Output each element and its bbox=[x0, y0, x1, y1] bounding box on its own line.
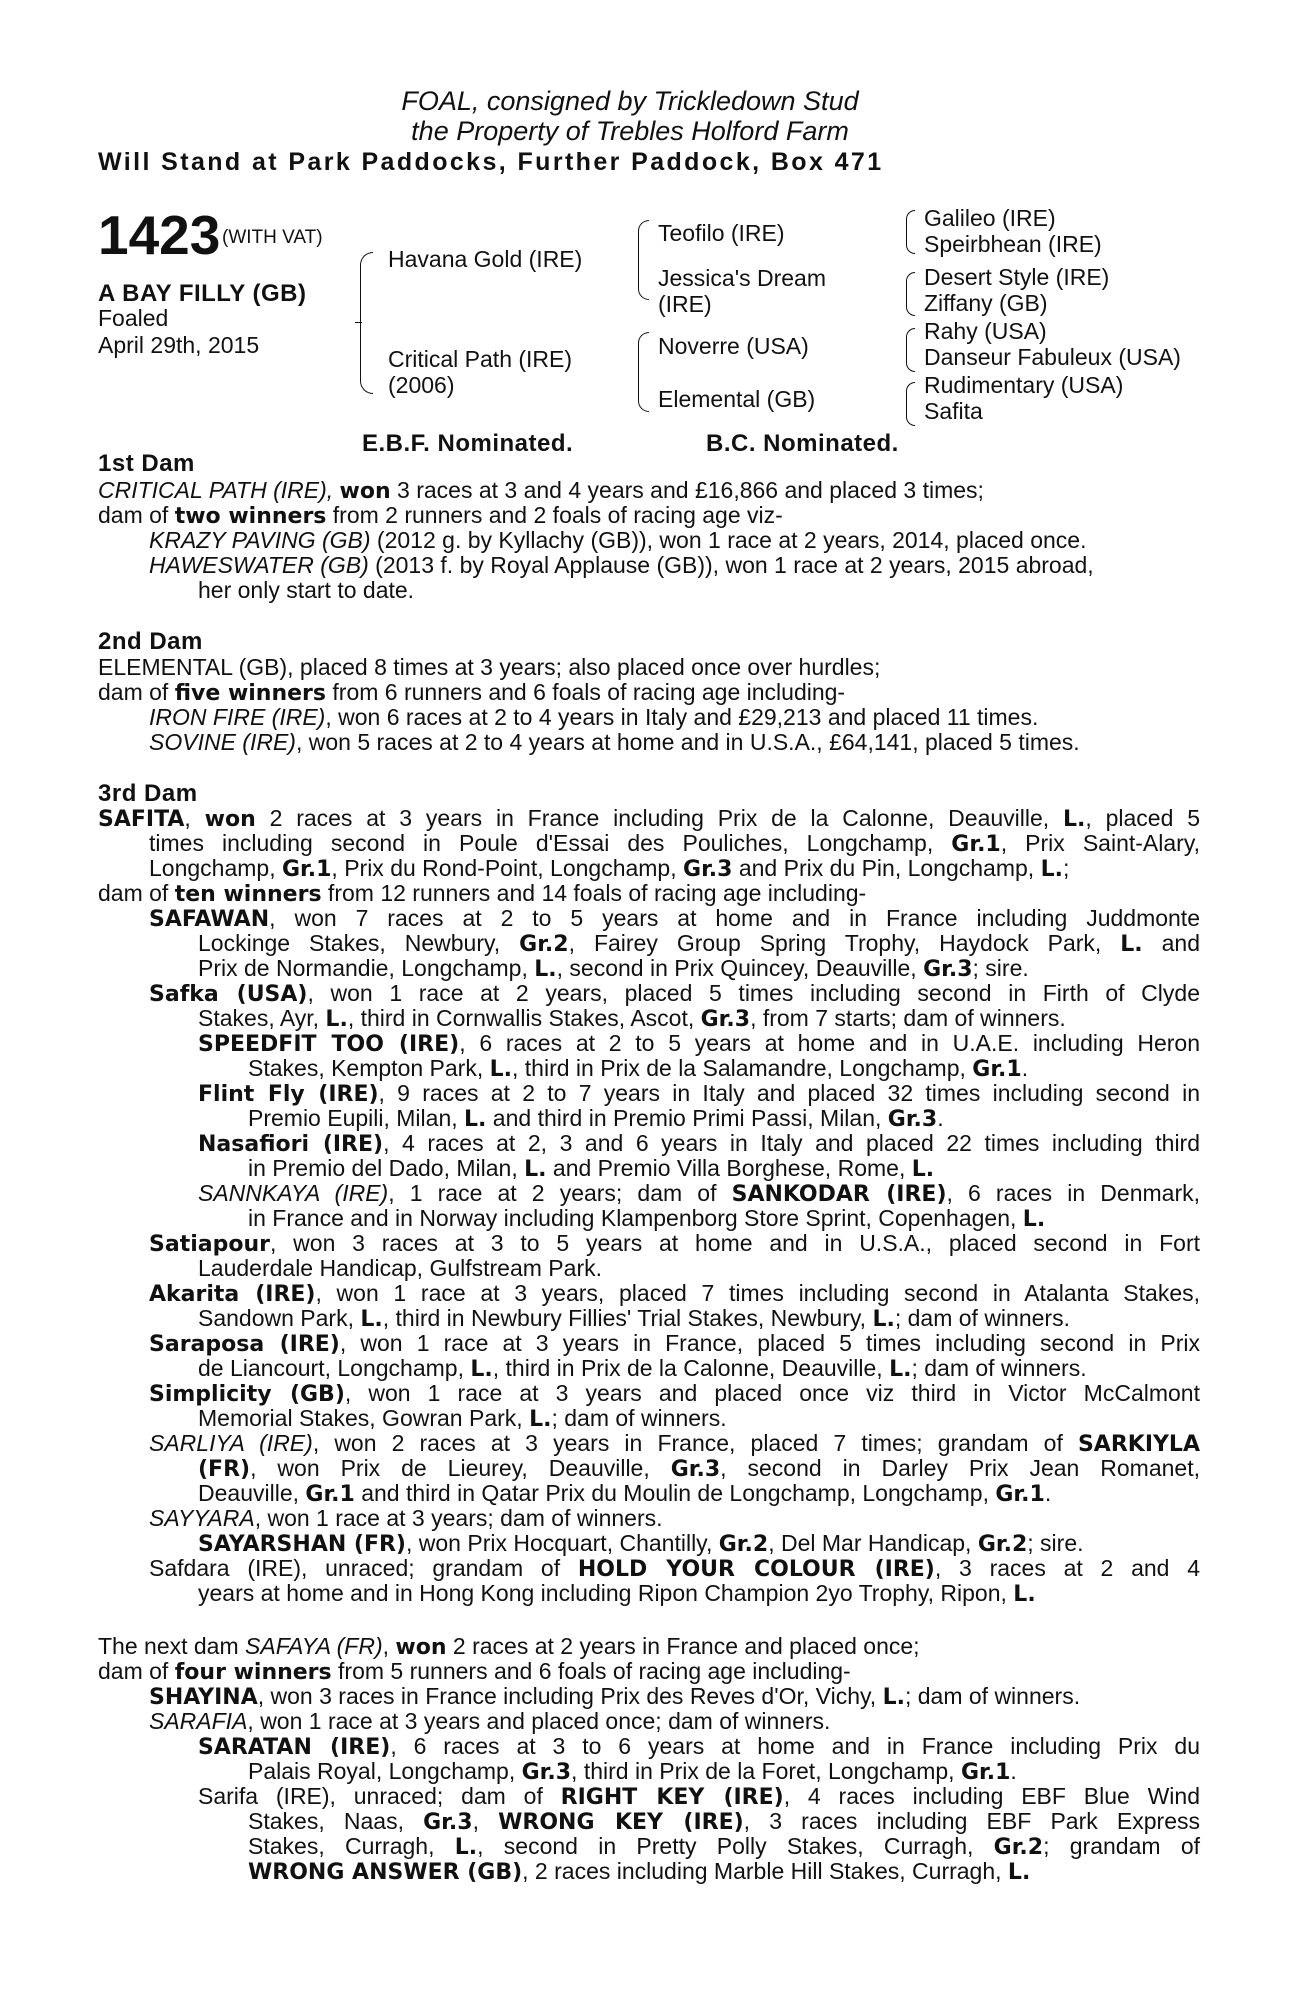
pedigree-sss: Galileo (IRE) bbox=[924, 205, 1056, 231]
pedigree-dam-year: (2006) bbox=[388, 372, 455, 398]
third-dam-line: Simplicity (GB), won 1 race at 3 years and placed once viz third in Victor McCalmont bbox=[149, 1380, 1200, 1407]
vat-note: (WITH VAT) bbox=[222, 227, 323, 248]
next-dam-line: dam of four winners from 5 runners and 6 foals of racing age including- bbox=[98, 1658, 851, 1685]
next-dam-line: Stakes, Naas, Gr.3, WRONG KEY (IRE), 3 races including EBF Park Express bbox=[248, 1808, 1200, 1835]
next-dam-line: WRONG ANSWER (GB), 2 races including Marble Hill Stakes, Curragh, L. bbox=[248, 1858, 1031, 1885]
foaled-date: April 29th, 2015 bbox=[98, 332, 260, 358]
pedigree-ddd: Safita bbox=[924, 398, 983, 424]
second-dam-line: ELEMENTAL (GB), placed 8 times at 3 years; also placed once over hurdles; bbox=[98, 654, 881, 680]
third-dam-line: Safdara (IRE), unraced; grandam of HOLD YOUR COLOUR (IRE), 3 races at 2 and 4 bbox=[149, 1555, 1200, 1582]
foaled-label: Foaled bbox=[98, 305, 169, 331]
third-dam-line: Memorial Stakes, Gowran Park, L.; dam of winners. bbox=[198, 1405, 727, 1432]
third-dam-heading: 3rd Dam bbox=[98, 780, 198, 807]
third-dam-line: (FR), won Prix de Lieurey, Deauville, Gr.3, second in Darley Prix Jean Romanet, bbox=[198, 1455, 1200, 1482]
pedigree-sire-dam: Jessica's Dream bbox=[658, 265, 826, 291]
third-dam-line: Nasafiori (IRE), 4 races at 2, 3 and 6 years in Italy and placed 22 times including third bbox=[198, 1130, 1201, 1157]
third-dam-line: Akarita (IRE), won 1 race at 3 years, placed 7 times including second in Atalanta Stakes, bbox=[149, 1280, 1201, 1307]
first-dam-line: her only start to date. bbox=[198, 577, 415, 603]
next-dam-line: SARAFIA, won 1 race at 3 years and placed once; dam of winners. bbox=[149, 1708, 831, 1734]
pedigree-sds: Desert Style (IRE) bbox=[924, 264, 1110, 290]
first-dam-line: CRITICAL PATH (IRE), won 3 races at 3 and 4 years and £16,866 and placed 3 times; bbox=[98, 477, 984, 504]
pedigree-sdd: Ziffany (GB) bbox=[924, 290, 1048, 316]
third-dam-line: Saraposa (IRE), won 1 race at 3 years in France, placed 5 times including second in Prix bbox=[149, 1330, 1200, 1357]
third-dam-line: SAFITA, won 2 races at 3 years in France including Prix de la Calonne, Deauville, L., placed 5 bbox=[98, 805, 1200, 832]
second-dam-line: SOVINE (IRE), won 5 races at 2 to 4 years at home and in U.S.A., £64,141, placed 5 times. bbox=[149, 729, 1080, 755]
pedigree-brace-sire bbox=[638, 220, 649, 300]
third-dam-line: times including second in Poule d'Essai des Pouliches, Longchamp, Gr.1, Prix Saint-Alary, bbox=[149, 830, 1201, 857]
next-dam-line: The next dam SAFAYA (FR), won 2 races at 2 years in France and placed once; bbox=[98, 1633, 920, 1660]
third-dam-line: Prix de Normandie, Longchamp, L., second in Prix Quincey, Deauville, Gr.3; sire. bbox=[198, 955, 1029, 982]
third-dam-line: Premio Eupili, Milan, L. and third in Premio Primi Passi, Milan, Gr.3. bbox=[248, 1105, 944, 1132]
lot-number: 1423 bbox=[98, 204, 221, 266]
pedigree-dds: Rudimentary (USA) bbox=[924, 372, 1124, 398]
third-dam-line: Satiapour, won 3 races at 3 to 5 years at home and in U.S.A., placed second in Fort bbox=[149, 1230, 1200, 1257]
pedigree-brace-main bbox=[360, 252, 373, 394]
third-dam-line: SAYARSHAN (FR), won Prix Hocquart, Chantilly, Gr.2, Del Mar Handicap, Gr.2; sire. bbox=[198, 1530, 1084, 1557]
pedigree-dam-dam: Elemental (GB) bbox=[658, 386, 816, 412]
pedigree-brace-dam bbox=[638, 332, 649, 412]
next-dam-line: Stakes, Curragh, L., second in Pretty Polly Stakes, Curragh, Gr.2; grandam of bbox=[248, 1833, 1200, 1860]
pedigree-dsd: Danseur Fabuleux (USA) bbox=[924, 344, 1181, 370]
second-dam-line: dam of five winners from 6 runners and 6 foals of racing age including- bbox=[98, 679, 846, 706]
pedigree-dam: Critical Path (IRE) bbox=[388, 346, 573, 372]
pedigree-sire-sire: Teofilo (IRE) bbox=[658, 220, 785, 246]
pedigree-ssd: Speirbhean (IRE) bbox=[924, 231, 1102, 257]
pedigree-brace-sd bbox=[906, 272, 915, 316]
first-dam-line: KRAZY PAVING (GB) (2012 g. by Kyllachy (GB)), won 1 race at 2 years, 2014, placed once. bbox=[149, 527, 1087, 553]
pedigree-dss: Rahy (USA) bbox=[924, 318, 1047, 344]
first-dam-line: HAWESWATER (GB) (2013 f. by Royal Applause (GB)), won 1 race at 2 years, 2015 abroad, bbox=[149, 552, 1094, 578]
third-dam-line: years at home and in Hong Kong including Ripon Champion 2yo Trophy, Ripon, L. bbox=[198, 1580, 1036, 1607]
pedigree-sire-dam-country: (IRE) bbox=[658, 291, 712, 317]
location-line: Will Stand at Park Paddocks, Further Paddock, Box 471 bbox=[98, 148, 884, 176]
third-dam-line: Stakes, Kempton Park, L., third in Prix de la Salamandre, Longchamp, Gr.1. bbox=[248, 1055, 1029, 1082]
next-dam-line: Palais Royal, Longchamp, Gr.3, third in Prix de la Foret, Longchamp, Gr.1. bbox=[248, 1758, 1017, 1785]
third-dam-line: in France and in Norway including Klampenborg Store Sprint, Copenhagen, L. bbox=[248, 1205, 1046, 1232]
pedigree-brace-ds bbox=[906, 328, 915, 372]
third-dam-line: Flint Fly (IRE), 9 races at 2 to 7 years in Italy and placed 32 times including second in bbox=[198, 1080, 1200, 1107]
pedigree-sire: Havana Gold (IRE) bbox=[388, 246, 583, 272]
second-dam-line: IRON FIRE (IRE), won 6 races at 2 to 4 years in Italy and £29,213 and placed 11 times. bbox=[149, 704, 1039, 730]
next-dam-line: Sarifa (IRE), unraced; dam of RIGHT KEY (IRE), 4 races including EBF Blue Wind bbox=[198, 1783, 1201, 1810]
first-dam-heading: 1st Dam bbox=[98, 450, 195, 477]
third-dam-line: in Premio del Dado, Milan, L. and Premio Villa Borghese, Rome, L. bbox=[248, 1155, 935, 1182]
third-dam-line: SARLIYA (IRE), won 2 races at 3 years in France, placed 7 times; grandam of SARKIYLA bbox=[149, 1430, 1200, 1457]
third-dam-line: Longchamp, Gr.1, Prix du Rond-Point, Longchamp, Gr.3 and Prix du Pin, Longchamp, L.; bbox=[149, 855, 1070, 882]
pedigree-brace-nib bbox=[355, 322, 362, 323]
property-line: the Property of Trebles Holford Farm bbox=[411, 116, 849, 146]
pedigree-dam-sire: Noverre (USA) bbox=[658, 333, 809, 359]
third-dam-line: Safka (USA), won 1 race at 2 years, placed 5 times including second in Firth of Clyde bbox=[149, 980, 1200, 1007]
third-dam-line: SAFAWAN, won 7 races at 2 to 5 years at home and in France including Juddmonte bbox=[149, 905, 1200, 932]
third-dam-line: SAYYARA, won 1 race at 3 years; dam of winners. bbox=[149, 1505, 663, 1531]
lot-title: A BAY FILLY (GB) bbox=[98, 280, 307, 307]
third-dam-line: SPEEDFIT TOO (IRE), 6 races at 2 to 5 years at home and in U.A.E. including Heron bbox=[198, 1030, 1200, 1057]
third-dam-line: Lockinge Stakes, Newbury, Gr.2, Fairey Group Spring Trophy, Haydock Park, L. and bbox=[198, 930, 1201, 957]
third-dam-line: dam of ten winners from 12 runners and 14 foals of racing age including- bbox=[98, 880, 867, 907]
pedigree-brace-ss bbox=[906, 210, 915, 254]
first-dam-line: dam of two winners from 2 runners and 2 foals of racing age viz- bbox=[98, 502, 783, 529]
pedigree-brace-dd bbox=[906, 382, 915, 426]
third-dam-line: Lauderdale Handicap, Gulfstream Park. bbox=[198, 1255, 602, 1281]
next-dam-line: SHAYINA, won 3 races in France including Prix des Reves d'Or, Vichy, L.; dam of winners. bbox=[149, 1683, 1081, 1710]
consignor-line: FOAL, consigned by Trickledown Stud bbox=[401, 86, 859, 116]
bc-nominated: B.C. Nominated. bbox=[706, 430, 899, 457]
third-dam-line: Stakes, Ayr, L., third in Cornwallis Stakes, Ascot, Gr.3, from 7 starts; dam of winners. bbox=[198, 1005, 1066, 1032]
third-dam-line: Sandown Park, L., third in Newbury Fillies' Trial Stakes, Newbury, L.; dam of winners. bbox=[198, 1305, 1070, 1332]
third-dam-line: de Liancourt, Longchamp, L., third in Prix de la Calonne, Deauville, L.; dam of winners. bbox=[198, 1355, 1087, 1382]
third-dam-line: Deauville, Gr.1 and third in Qatar Prix du Moulin de Longchamp, Longchamp, Gr.1. bbox=[198, 1480, 1052, 1507]
third-dam-line: SANNKAYA (IRE), 1 race at 2 years; dam of SANKODAR (IRE), 6 races in Denmark, bbox=[198, 1180, 1200, 1207]
second-dam-heading: 2nd Dam bbox=[98, 628, 203, 655]
next-dam-line: SARATAN (IRE), 6 races at 3 to 6 years at home and in France including Prix du bbox=[198, 1733, 1200, 1760]
ebf-nominated: E.B.F. Nominated. bbox=[362, 430, 574, 457]
